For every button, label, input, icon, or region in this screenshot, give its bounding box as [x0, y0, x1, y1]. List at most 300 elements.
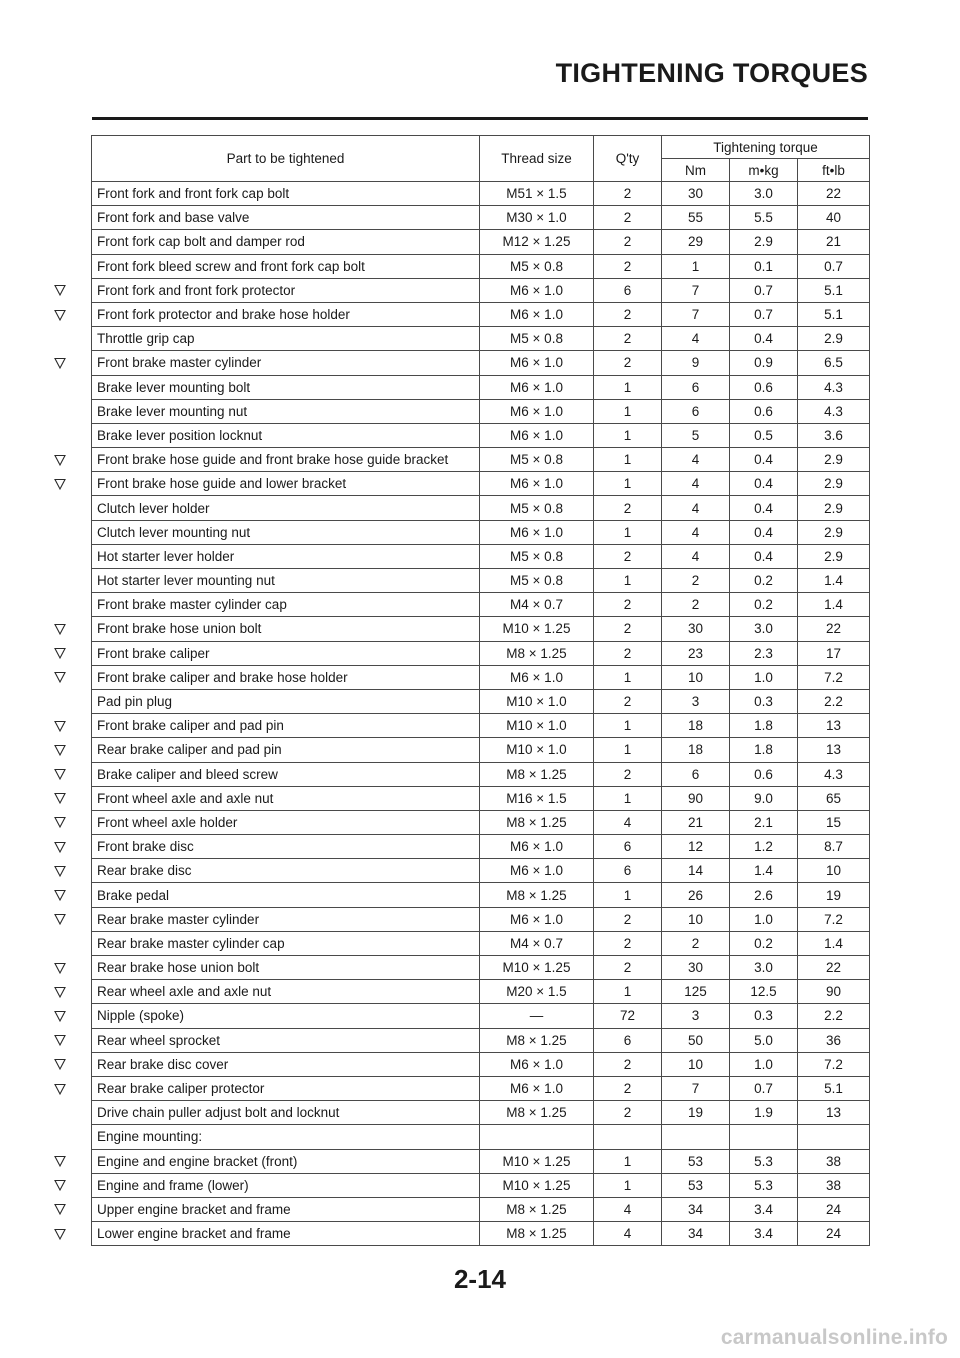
torque-mkg-cell: 0.6 [730, 762, 798, 786]
table-row [92, 399, 870, 423]
part-cell [92, 1052, 480, 1076]
torque-mkg-cell: 1.8 [730, 738, 798, 762]
loctite-triangle-icon [53, 1009, 67, 1023]
torque-mkg-cell: 0.6 [730, 375, 798, 399]
torque-nm-cell: 90 [662, 786, 730, 810]
torque-mkg-cell: 1.2 [730, 835, 798, 859]
torque-ftlb-cell: 1.4 [798, 569, 870, 593]
header-qty: Q'ty [594, 136, 662, 182]
loctite-triangle-icon [53, 961, 67, 975]
quantity-cell: 2 [594, 762, 662, 786]
quantity-cell: 6 [594, 835, 662, 859]
thread-size-cell: M6 × 1.0 [480, 278, 594, 302]
quantity-cell: 4 [594, 1222, 662, 1246]
table-row [92, 1052, 870, 1076]
thread-size-cell: M10 × 1.25 [480, 956, 594, 980]
torque-ftlb-cell: 38 [798, 1173, 870, 1197]
torque-ftlb-cell: 5.1 [798, 1076, 870, 1100]
table-row [92, 206, 870, 230]
quantity-cell: 2 [594, 617, 662, 641]
torque-nm-cell [662, 1125, 730, 1149]
part-cell [92, 206, 480, 230]
loctite-triangle-icon [53, 1082, 67, 1096]
part-cell [92, 714, 480, 738]
part-cell [92, 617, 480, 641]
table-row [92, 182, 870, 206]
torque-mkg-cell: 0.3 [730, 1004, 798, 1028]
quantity-cell: 1 [594, 1149, 662, 1173]
quantity-cell: 1 [594, 448, 662, 472]
torque-mkg-cell: 1.0 [730, 1052, 798, 1076]
quantity-cell: 1 [594, 980, 662, 1004]
torque-ftlb-cell: 2.9 [798, 472, 870, 496]
torque-mkg-cell [730, 1125, 798, 1149]
loctite-triangle-icon [53, 622, 67, 636]
quantity-cell: 4 [594, 810, 662, 834]
torque-ftlb-cell: 1.4 [798, 931, 870, 955]
torque-nm-cell: 4 [662, 472, 730, 496]
quantity-cell: 4 [594, 1197, 662, 1221]
loctite-triangle-icon [53, 453, 67, 467]
part-label: Throttle grip cap [97, 331, 195, 347]
part-label: Lower engine bracket and frame [97, 1226, 291, 1242]
torque-mkg-cell: 2.3 [730, 641, 798, 665]
part-cell [92, 448, 480, 472]
loctite-triangle-icon [53, 815, 67, 829]
part-label: Rear wheel axle and axle nut [97, 984, 272, 1000]
part-cell [92, 375, 480, 399]
torque-mkg-cell: 3.4 [730, 1197, 798, 1221]
quantity-cell: 2 [594, 327, 662, 351]
torque-ftlb-cell: 22 [798, 956, 870, 980]
part-cell [92, 907, 480, 931]
table-body [92, 182, 870, 1246]
torque-nm-cell: 3 [662, 689, 730, 713]
quantity-cell: 1 [594, 1173, 662, 1197]
quantity-cell: 6 [594, 278, 662, 302]
thread-size-cell: M8 × 1.25 [480, 883, 594, 907]
part-label: Rear brake hose union bolt [97, 960, 260, 976]
table-row [92, 1149, 870, 1173]
thread-size-cell: M8 × 1.25 [480, 1101, 594, 1125]
part-label: Front fork bleed screw and front fork cap bolt [97, 258, 365, 274]
thread-size-cell: M6 × 1.0 [480, 1052, 594, 1076]
table-row [92, 375, 870, 399]
part-cell [92, 1149, 480, 1173]
torque-ftlb-cell: 4.3 [798, 399, 870, 423]
thread-size-cell: M6 × 1.0 [480, 375, 594, 399]
torque-mkg-cell: 0.2 [730, 931, 798, 955]
thread-size-cell: M5 × 0.8 [480, 448, 594, 472]
torque-ftlb-cell: 22 [798, 182, 870, 206]
torque-mkg-cell: 0.4 [730, 544, 798, 568]
part-cell [92, 423, 480, 447]
torque-nm-cell: 6 [662, 375, 730, 399]
torque-ftlb-cell: 1.4 [798, 593, 870, 617]
thread-size-cell: M8 × 1.25 [480, 810, 594, 834]
torque-mkg-cell: 2.1 [730, 810, 798, 834]
torque-nm-cell: 30 [662, 956, 730, 980]
part-label: Front brake hose guide and lower bracket [97, 476, 347, 492]
loctite-triangle-icon [53, 308, 67, 322]
torque-nm-cell: 10 [662, 1052, 730, 1076]
part-label: Rear brake master cylinder cap [97, 935, 285, 951]
torque-mkg-cell: 0.3 [730, 689, 798, 713]
torque-mkg-cell: 0.7 [730, 302, 798, 326]
table-row [92, 665, 870, 689]
part-cell [92, 956, 480, 980]
torque-mkg-cell: 1.9 [730, 1101, 798, 1125]
part-label: Brake lever position locknut [97, 427, 263, 443]
torque-nm-cell: 55 [662, 206, 730, 230]
torque-mkg-cell: 1.0 [730, 907, 798, 931]
thread-size-cell: M6 × 1.0 [480, 351, 594, 375]
thread-size-cell: M6 × 1.0 [480, 302, 594, 326]
torque-ftlb-cell: 2.9 [798, 544, 870, 568]
torque-nm-cell: 3 [662, 1004, 730, 1028]
torque-ftlb-cell: 40 [798, 206, 870, 230]
table-row [92, 448, 870, 472]
quantity-cell: 2 [594, 230, 662, 254]
torque-nm-cell: 18 [662, 738, 730, 762]
torque-ftlb-cell: 4.3 [798, 375, 870, 399]
header-nm: Nm [662, 159, 730, 182]
thread-size-cell: M4 × 0.7 [480, 931, 594, 955]
loctite-triangle-icon [53, 840, 67, 854]
part-cell [92, 182, 480, 206]
page-title: TIGHTENING TORQUES [555, 58, 868, 88]
table-row [92, 254, 870, 278]
torque-nm-cell: 4 [662, 448, 730, 472]
torque-ftlb-cell: 5.1 [798, 302, 870, 326]
table-row [92, 762, 870, 786]
part-cell [92, 786, 480, 810]
header-thread: Thread size [480, 136, 594, 182]
torque-nm-cell: 30 [662, 617, 730, 641]
loctite-triangle-icon [53, 1033, 67, 1047]
thread-size-cell: M6 × 1.0 [480, 399, 594, 423]
header-mkg: m•kg [730, 159, 798, 182]
quantity-cell: 2 [594, 689, 662, 713]
part-cell [92, 1197, 480, 1221]
torque-ftlb-cell: 17 [798, 641, 870, 665]
part-cell [92, 1173, 480, 1197]
thread-size-cell: M5 × 0.8 [480, 496, 594, 520]
table-row [92, 1028, 870, 1052]
torque-nm-cell: 50 [662, 1028, 730, 1052]
table-row [92, 278, 870, 302]
quantity-cell: 2 [594, 956, 662, 980]
torque-mkg-cell: 0.2 [730, 569, 798, 593]
part-cell [92, 762, 480, 786]
quantity-cell: 2 [594, 351, 662, 375]
part-cell [92, 810, 480, 834]
torque-nm-cell: 18 [662, 714, 730, 738]
quantity-cell: 1 [594, 714, 662, 738]
quantity-cell: 2 [594, 593, 662, 617]
quantity-cell: 1 [594, 375, 662, 399]
part-cell [92, 569, 480, 593]
table-header [92, 136, 870, 182]
title-divider [92, 117, 868, 120]
part-label: Rear brake caliper protector [97, 1081, 265, 1097]
torque-nm-cell: 34 [662, 1197, 730, 1221]
thread-size-cell: M5 × 0.8 [480, 254, 594, 278]
thread-size-cell: M5 × 0.8 [480, 327, 594, 351]
thread-size-cell: M5 × 0.8 [480, 569, 594, 593]
loctite-triangle-icon [53, 670, 67, 684]
quantity-cell: 2 [594, 1052, 662, 1076]
torque-ftlb-cell: 19 [798, 883, 870, 907]
table-row [92, 689, 870, 713]
thread-size-cell: M4 × 0.7 [480, 593, 594, 617]
quantity-cell: 2 [594, 1101, 662, 1125]
torque-nm-cell: 2 [662, 931, 730, 955]
table-row [92, 1004, 870, 1028]
part-cell [92, 665, 480, 689]
torque-nm-cell: 4 [662, 520, 730, 544]
part-cell [92, 544, 480, 568]
loctite-triangle-icon [53, 477, 67, 491]
part-cell [92, 472, 480, 496]
table-row [92, 496, 870, 520]
thread-size-cell: M10 × 1.25 [480, 617, 594, 641]
thread-size-cell: M8 × 1.25 [480, 1028, 594, 1052]
thread-size-cell: M8 × 1.25 [480, 641, 594, 665]
table-row [92, 883, 870, 907]
loctite-triangle-icon [53, 767, 67, 781]
part-label: Front brake caliper and brake hose holder [97, 669, 348, 685]
part-cell [92, 520, 480, 544]
torque-ftlb-cell: 7.2 [798, 1052, 870, 1076]
part-cell [92, 1125, 480, 1149]
part-label: Hot starter lever mounting nut [97, 573, 275, 589]
watermark: carmanualsonline.info [720, 1326, 948, 1349]
torque-mkg-cell: 0.4 [730, 448, 798, 472]
part-label: Front fork cap bolt and damper rod [97, 234, 305, 250]
torque-ftlb-cell: 7.2 [798, 665, 870, 689]
part-label: Nipple (spoke) [97, 1008, 185, 1024]
torque-ftlb-cell: 13 [798, 1101, 870, 1125]
quantity-cell: 2 [594, 182, 662, 206]
part-label: Engine and engine bracket (front) [97, 1153, 298, 1169]
table-row [92, 544, 870, 568]
part-cell [92, 327, 480, 351]
loctite-triangle-icon [53, 356, 67, 370]
torque-ftlb-cell: 2.9 [798, 520, 870, 544]
torque-ftlb-cell: 7.2 [798, 907, 870, 931]
torque-nm-cell: 21 [662, 810, 730, 834]
torque-nm-cell: 125 [662, 980, 730, 1004]
quantity-cell: 1 [594, 569, 662, 593]
thread-size-cell: M12 × 1.25 [480, 230, 594, 254]
torque-mkg-cell: 3.4 [730, 1222, 798, 1246]
part-cell [92, 931, 480, 955]
torque-table [91, 135, 870, 1246]
table-row [92, 980, 870, 1004]
thread-size-cell [480, 1125, 594, 1149]
thread-size-cell: M6 × 1.0 [480, 907, 594, 931]
part-cell [92, 254, 480, 278]
torque-nm-cell: 34 [662, 1222, 730, 1246]
thread-size-cell: M8 × 1.25 [480, 1222, 594, 1246]
table-row [92, 956, 870, 980]
torque-nm-cell: 7 [662, 1076, 730, 1100]
header-torque-group: Tightening torque [662, 136, 870, 159]
table-row [92, 1101, 870, 1125]
thread-size-cell: M10 × 1.0 [480, 714, 594, 738]
torque-ftlb-cell: 38 [798, 1149, 870, 1173]
torque-mkg-cell: 5.3 [730, 1149, 798, 1173]
quantity-cell: 2 [594, 496, 662, 520]
part-label: Brake caliper and bleed screw [97, 766, 278, 782]
quantity-cell: 1 [594, 472, 662, 496]
quantity-cell: 1 [594, 423, 662, 447]
thread-size-cell: M10 × 1.0 [480, 738, 594, 762]
part-cell [92, 980, 480, 1004]
part-label: Front fork protector and brake hose holder [97, 307, 350, 323]
part-label: Clutch lever mounting nut [97, 524, 251, 540]
torque-nm-cell: 14 [662, 859, 730, 883]
torque-ftlb-cell: 3.6 [798, 423, 870, 447]
loctite-triangle-icon [53, 912, 67, 926]
torque-mkg-cell: 3.0 [730, 617, 798, 641]
loctite-triangle-icon [53, 1057, 67, 1071]
quantity-cell: 6 [594, 859, 662, 883]
torque-nm-cell: 5 [662, 423, 730, 447]
table-row [92, 1222, 870, 1246]
torque-mkg-cell: 0.4 [730, 472, 798, 496]
torque-ftlb-cell: 21 [798, 230, 870, 254]
torque-ftlb-cell: 8.7 [798, 835, 870, 859]
table-row [92, 1197, 870, 1221]
torque-ftlb-cell: 22 [798, 617, 870, 641]
quantity-cell: 2 [594, 931, 662, 955]
torque-nm-cell: 4 [662, 544, 730, 568]
torque-nm-cell: 2 [662, 593, 730, 617]
torque-mkg-cell: 1.8 [730, 714, 798, 738]
part-label: Rear wheel sprocket [97, 1032, 221, 1048]
torque-ftlb-cell: 6.5 [798, 351, 870, 375]
torque-nm-cell: 53 [662, 1173, 730, 1197]
torque-nm-cell: 4 [662, 327, 730, 351]
torque-mkg-cell: 12.5 [730, 980, 798, 1004]
torque-mkg-cell: 2.6 [730, 883, 798, 907]
table-row [92, 472, 870, 496]
torque-mkg-cell: 0.9 [730, 351, 798, 375]
part-label: Front brake hose guide and front brake hose guide bracket [97, 452, 449, 468]
part-cell [92, 351, 480, 375]
thread-size-cell: M6 × 1.0 [480, 472, 594, 496]
table-row [92, 859, 870, 883]
part-label: Front fork and front fork cap bolt [97, 186, 290, 202]
part-label: Front fork and front fork protector [97, 282, 296, 298]
part-cell [92, 689, 480, 713]
thread-size-cell: M51 × 1.5 [480, 182, 594, 206]
thread-size-cell: M6 × 1.0 [480, 1076, 594, 1100]
loctite-triangle-icon [53, 985, 67, 999]
loctite-triangle-icon [53, 1202, 67, 1216]
quantity-cell: 6 [594, 1028, 662, 1052]
torque-mkg-cell: 0.4 [730, 496, 798, 520]
torque-mkg-cell: 0.7 [730, 278, 798, 302]
table-row [92, 327, 870, 351]
quantity-cell [594, 1125, 662, 1149]
part-cell [92, 593, 480, 617]
part-label: Front wheel axle and axle nut [97, 790, 274, 806]
header-part: Part to be tightened [92, 136, 480, 182]
table-row [92, 714, 870, 738]
thread-size-cell: M8 × 1.25 [480, 762, 594, 786]
part-cell [92, 230, 480, 254]
part-label: Engine mounting: [97, 1129, 203, 1145]
torque-nm-cell: 1 [662, 254, 730, 278]
torque-mkg-cell: 3.0 [730, 956, 798, 980]
loctite-triangle-icon [53, 1178, 67, 1192]
quantity-cell: 72 [594, 1004, 662, 1028]
table-row [92, 641, 870, 665]
torque-ftlb-cell: 90 [798, 980, 870, 1004]
part-cell [92, 1222, 480, 1246]
table-row [92, 569, 870, 593]
torque-nm-cell: 7 [662, 278, 730, 302]
quantity-cell: 1 [594, 883, 662, 907]
loctite-triangle-icon [53, 791, 67, 805]
torque-nm-cell: 7 [662, 302, 730, 326]
torque-mkg-cell: 5.5 [730, 206, 798, 230]
part-cell [92, 302, 480, 326]
table-row [92, 1125, 870, 1149]
part-label: Engine and frame (lower) [97, 1177, 249, 1193]
part-label: Drive chain puller adjust bolt and locknut [97, 1105, 340, 1121]
quantity-cell: 1 [594, 738, 662, 762]
table-row [92, 738, 870, 762]
torque-mkg-cell: 0.1 [730, 254, 798, 278]
thread-size-cell: M8 × 1.25 [480, 1197, 594, 1221]
table-row [92, 1173, 870, 1197]
part-label: Front brake hose union bolt [97, 621, 262, 637]
loctite-triangle-icon [53, 283, 67, 297]
part-label: Front brake disc [97, 839, 194, 855]
torque-nm-cell: 2 [662, 569, 730, 593]
table-row [92, 423, 870, 447]
torque-nm-cell: 12 [662, 835, 730, 859]
thread-size-cell: M6 × 1.0 [480, 520, 594, 544]
thread-size-cell: M30 × 1.0 [480, 206, 594, 230]
torque-ftlb-cell [798, 1125, 870, 1149]
quantity-cell: 1 [594, 786, 662, 810]
quantity-cell: 1 [594, 520, 662, 544]
torque-ftlb-cell: 5.1 [798, 278, 870, 302]
torque-ftlb-cell: 24 [798, 1197, 870, 1221]
torque-ftlb-cell: 13 [798, 738, 870, 762]
part-cell [92, 859, 480, 883]
part-label: Rear brake disc [97, 863, 192, 879]
torque-nm-cell: 6 [662, 399, 730, 423]
torque-ftlb-cell: 24 [798, 1222, 870, 1246]
part-label: Front brake caliper [97, 645, 210, 661]
torque-ftlb-cell: 10 [798, 859, 870, 883]
torque-mkg-cell: 0.2 [730, 593, 798, 617]
table-row [92, 302, 870, 326]
loctite-triangle-icon [53, 719, 67, 733]
part-label: Rear brake caliper and pad pin [97, 742, 282, 758]
part-cell [92, 278, 480, 302]
torque-nm-cell: 9 [662, 351, 730, 375]
thread-size-cell: — [480, 1004, 594, 1028]
torque-mkg-cell: 0.5 [730, 423, 798, 447]
page-number: 2-14 [453, 1264, 507, 1294]
